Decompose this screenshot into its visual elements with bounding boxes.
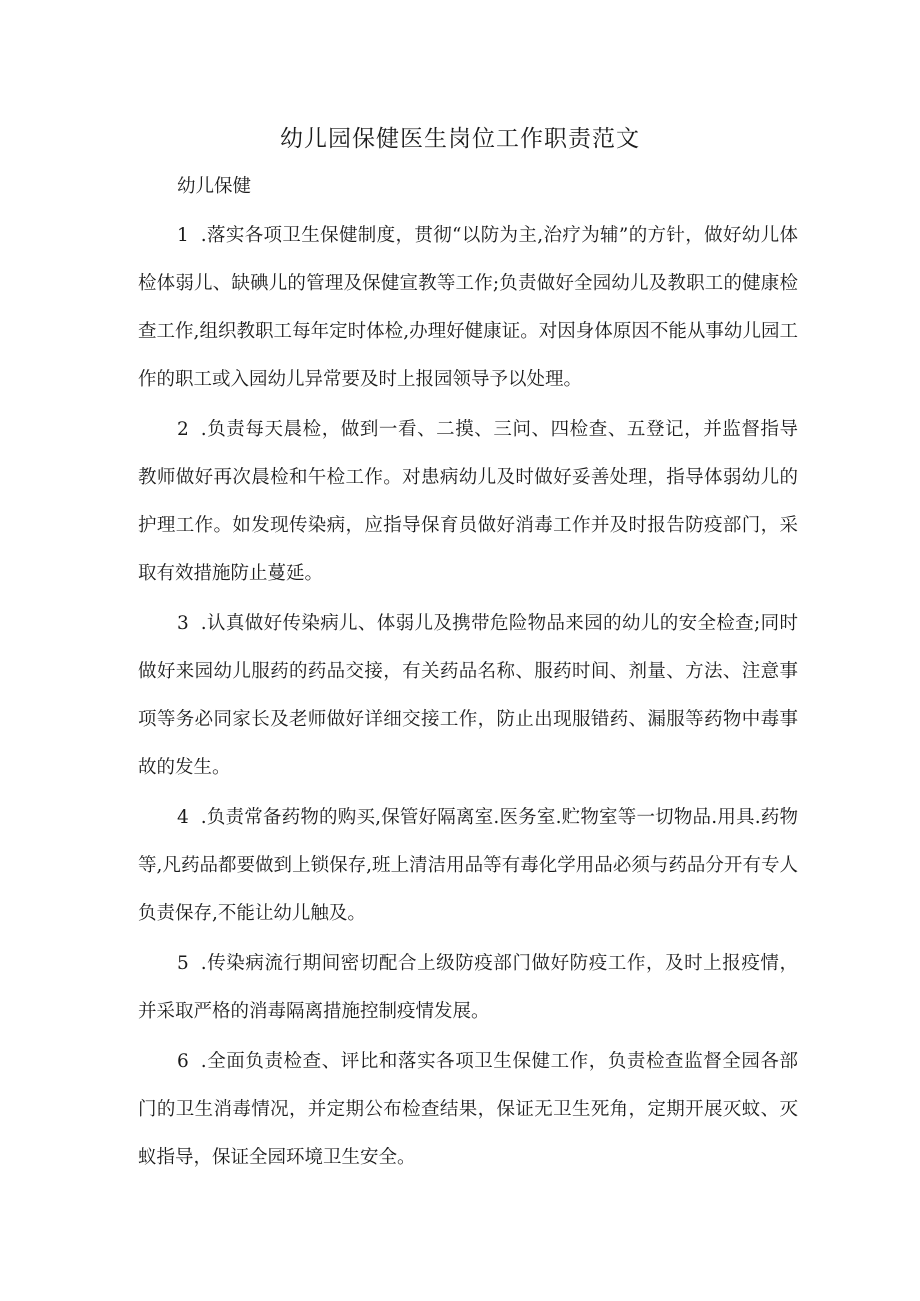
page-title: 幼儿园保健医生岗位工作职责范文 (280, 126, 640, 152)
item-text: .认真做好传染病儿、体弱儿及携带危险物品来园的幼儿的安全检查;同时做好来园幼儿服药的药品交接，有关药品名称、服药时间、剂量、方法、注意事项等务必同家长及老师做好详细交接工作，防止出现服错药、漏服等药物中毒事故的发生。 (138, 613, 798, 778)
item-number: 5 (177, 953, 189, 974)
list-item (138, 600, 798, 792)
item-text: .负责每天晨检，做到一看、二摸、三问、四检查、五登记，并监督指导教师做好再次晨检和午检工作。对患病幼儿及时做好妥善处理，指导体弱幼儿的护理工作。如发现传染病，应指导保育员做好消毒工作并及时报告防疫部门，采取有效措施防止蔓延。 (138, 419, 798, 584)
list-item (138, 406, 798, 598)
item-number: 1 (177, 225, 189, 246)
list-item (138, 794, 798, 938)
item-number: 3 (177, 613, 189, 634)
list-item (138, 212, 798, 404)
list-item (138, 1038, 798, 1182)
item-text: .负责常备药物的购买,保管好隔离室.医务室.贮物室等一切物品.用具.药物等,凡药品都要做到上锁保存,班上清洁用品等有毒化学用品必须与药品分开有专人负责保存,不能让幼儿触及。 (138, 807, 798, 924)
item-number: 6 (177, 1051, 189, 1072)
section-heading: 幼儿保健 (177, 176, 252, 197)
item-text: .全面负责检查、评比和落实各项卫生保健工作，负责检查监督全园各部门的卫生消毒情况，并定期公布检查结果，保证无卫生死角，定期开展灭蚊、灭蚁指导，保证全园环境卫生安全。 (138, 1051, 798, 1168)
item-text: .传染病流行期间密切配合上级防疫部门做好防疫工作，及时上报疫情，并采取严格的消毒隔离措施控制疫情发展。 (138, 953, 798, 1022)
item-number: 2 (177, 419, 189, 440)
item-number: 4 (177, 807, 189, 828)
list-item (138, 940, 798, 1036)
item-text: .落实各项卫生保健制度，贯彻“以防为主,治疗为辅”的方针，做好幼儿体检体弱儿、缺碘儿的管理及保健宣教等工作;负责做好全园幼儿及教职工的健康检查工作,组织教职工每年定时体检,办理好健康证。对因身体原因不能从事幼儿园工作的职工或入园幼儿异常要及时上报园领导予以处理。 (138, 225, 798, 390)
